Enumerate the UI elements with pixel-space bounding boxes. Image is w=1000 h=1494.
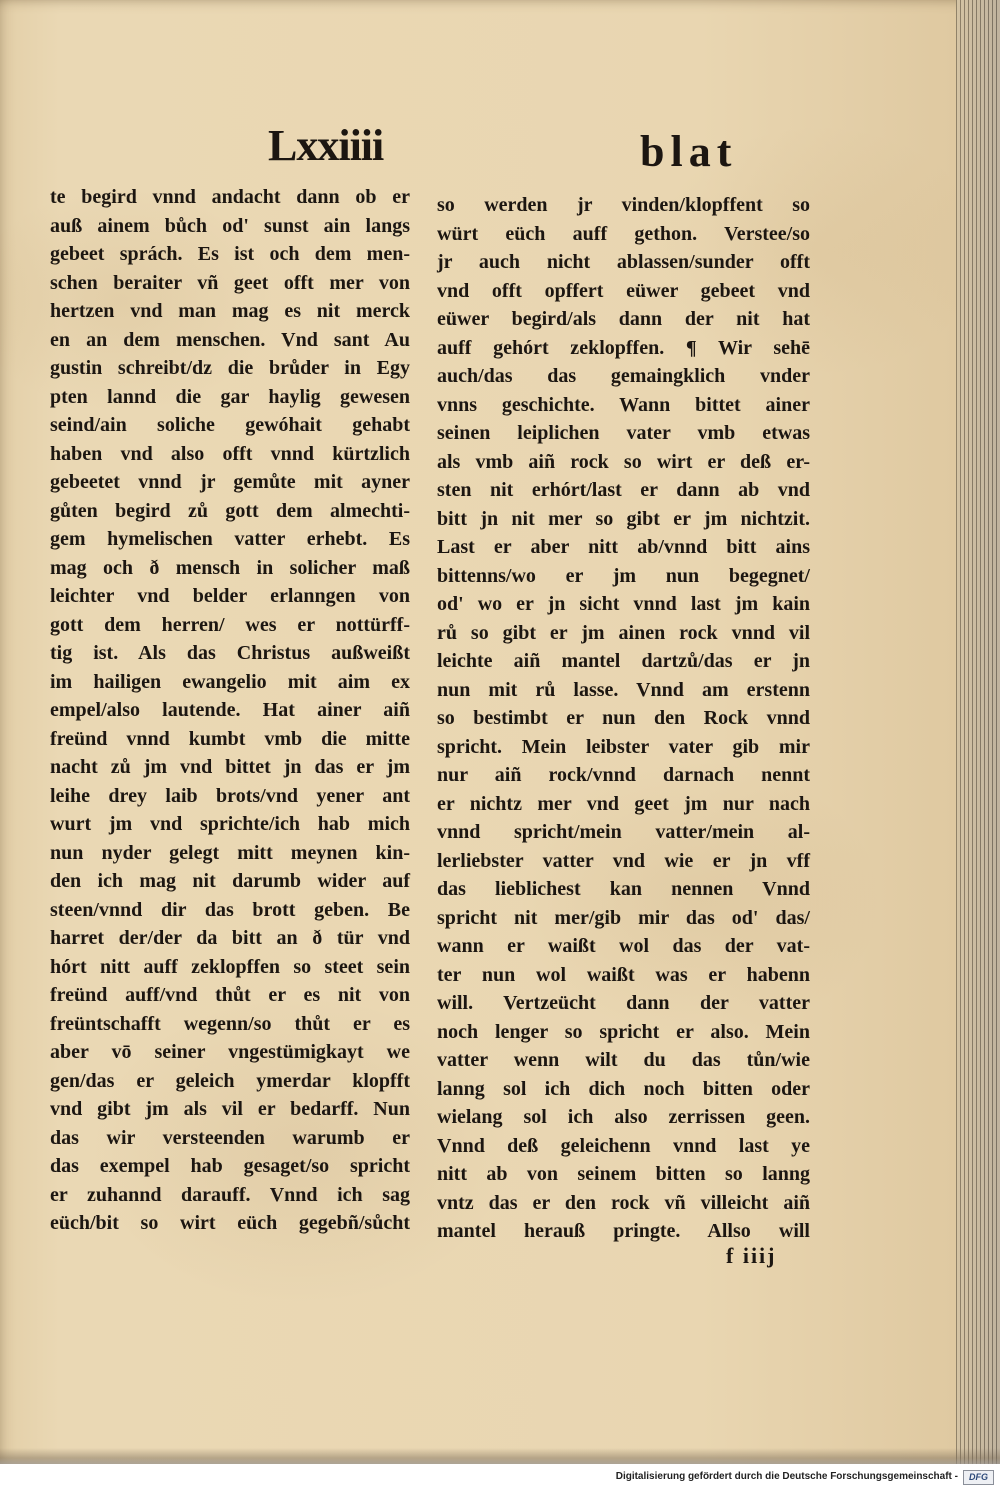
left-column: [50, 183, 410, 1238]
left-column-line: seind/ain soliche gewóhait gehabt: [50, 414, 410, 436]
left-column-line: gebeet sprách. Es ist och dem men-: [50, 243, 410, 265]
right-column-line: so bestimbt er nun den Rock vnnd: [437, 707, 810, 729]
right-column-line: od' wo er jn sicht vnnd last jm kain: [437, 593, 810, 615]
right-column-line: rů so gibt er jm ainen rock vnnd vil: [437, 621, 810, 644]
right-column-line: will. Vertzeücht dann der vatter: [437, 992, 810, 1014]
left-column-line: leihe drey laib brots/vnd yener ant: [50, 784, 410, 807]
right-column-line: vntz das er den rock vñ villeicht aiñ: [437, 1191, 810, 1214]
page-edges: [956, 0, 1000, 1464]
right-column-line: vnnd spricht/mein vatter/mein al-: [437, 821, 810, 843]
right-column-line: bitt jn nit mer so gibt er jm nichtzit.: [437, 507, 810, 530]
right-column-line: lanng sol ich dich noch bitten oder: [437, 1077, 810, 1100]
right-column-line: lerliebster vatter vnd wie er jn vff: [437, 849, 810, 872]
left-column-line: freünd vnnd kumbt vmb die mitte: [50, 727, 410, 750]
right-column-line: vnd offt opffert eüwer gebeet vnd: [437, 279, 810, 302]
left-column-line: gott dem herren/ wes er nottürff-: [50, 613, 410, 636]
left-column-line: gebeetet vnnd jr gemůte mit ayner: [50, 471, 410, 493]
left-column-line: vnd gibt jm als vil er bedarff. Nun: [50, 1098, 410, 1120]
right-column-line: leichte aiñ mantel dartzů/das er jn: [437, 650, 810, 672]
left-column-line: hórt nitt auff zeklopffen so steet sein: [50, 955, 410, 978]
left-column-line: steen/vnnd dir das brott geben. Be: [50, 898, 410, 921]
right-column-line: Vnnd deß geleichenn vnnd last ye: [437, 1134, 810, 1157]
page-bottom-shadow: [0, 1448, 1000, 1464]
left-column-line: tig ist. Als das Christus außweißt: [50, 642, 410, 664]
right-column-line: ter nun wol waißt was er habenn: [437, 963, 810, 986]
right-column-line: das lieblichest kan nennen Vnnd: [437, 878, 810, 900]
left-column-line: gustin schreibt/dz die brůder in Egy: [50, 357, 410, 379]
right-column-line: so werden jr vinden/klopffent so: [437, 194, 810, 216]
right-column-line: wielang sol ich also zerrissen geen.: [437, 1106, 810, 1128]
folio-number: Lxxiiii: [268, 121, 384, 170]
right-column-line: Last er aber nitt ab/vnnd bitt ains: [437, 536, 810, 558]
left-column-line: gen/das er geleich ymerdar klopfft: [50, 1069, 410, 1092]
left-column-line: wurt jm vnd sprichte/ich hab mich: [50, 813, 410, 835]
right-column-line: bittenns/wo er jm nun begegnet/: [437, 564, 810, 587]
left-column-line: eüch/bit so wirt eüch gegebñ/sůcht: [50, 1212, 410, 1234]
right-column-line: vnns geschichte. Wann bittet ainer: [437, 393, 810, 416]
left-column-line: nun nyder gelegt mitt meynen kin-: [50, 841, 410, 864]
right-column-line: auch/das das gemaingklich vnder: [437, 365, 810, 387]
right-column-line: spricht. Mein leibster vater gib mir: [437, 735, 810, 758]
right-column-line: noch lenger so spricht er also. Mein: [437, 1020, 810, 1043]
left-column-line: freünd auff/vnd thůt er es nit von: [50, 984, 410, 1006]
left-column-line: schen beraiter vñ geet offt mer von: [50, 271, 410, 294]
right-column-line: seinen leiplichen vater vmb etwas: [437, 422, 810, 444]
right-column-line: wann er waißt wol das der vat-: [437, 935, 810, 957]
left-column-line: gem hymelischen vatter erhebt. Es: [50, 528, 410, 550]
left-column-line: im hailigen ewangelio mit aim ex: [50, 670, 410, 693]
left-column-line: das exempel hab gesaget/so spricht: [50, 1155, 410, 1177]
right-column-line: er nichtz mer vnd geet jm nur nach: [437, 792, 810, 815]
left-column-line: harret der/der da bitt an ð tür vnd: [50, 927, 410, 949]
right-column-line: nun mit rů lasse. Vnnd am erstenn: [437, 678, 810, 701]
left-column-line: haben vnd also offt vnnd kürtzlich: [50, 442, 410, 465]
right-column-line: auff gehórt zeklopffen. ¶ Wir sehē: [437, 336, 810, 359]
right-column-line: sten nit erhórt/last er dann ab vnd: [437, 479, 810, 501]
left-column-line: nacht zů jm vnd bittet jn das er jm: [50, 756, 410, 778]
right-column-line: spricht nit mer/gib mir das od' das/: [437, 906, 810, 929]
left-column-line: te begird vnnd andacht dann ob er: [50, 186, 410, 208]
dfg-logo: DFG: [963, 1470, 994, 1485]
left-column-line: das wir versteenden warumb er: [50, 1126, 410, 1149]
footer-credit: Digitalisierung gefördert durch die Deutsche Forschungsgemeinschaft -: [615, 1471, 958, 1482]
left-column-line: gůten begird zů gott dem almechti-: [50, 499, 410, 522]
left-column-line: hertzen vnd man mag es nit merck: [50, 300, 410, 322]
left-column-line: en an dem menschen. Vnd sant Au: [50, 328, 410, 351]
right-column-line: vatter wenn wilt du das tůn/wie: [437, 1049, 810, 1071]
left-column-line: er zuhannd darauff. Vnnd ich sag: [50, 1183, 410, 1206]
right-column-line: eüwer begird/als dann der nit hat: [437, 308, 810, 330]
left-column-line: leichter vnd belder erlanngen von: [50, 585, 410, 607]
right-column: [437, 191, 810, 1246]
left-column-line: empel/also lautende. Hat ainer aiñ: [50, 699, 410, 721]
left-column-line: mag och ð mensch in solicher maß: [50, 556, 410, 579]
left-column-line: den ich mag nit darumb wider auf: [50, 870, 410, 892]
left-column-line: aber vō seiner vngestümigkayt we: [50, 1041, 410, 1063]
right-column-line: nur aiñ rock/vnnd darnach nennt: [437, 764, 810, 786]
running-head: blat: [640, 127, 738, 176]
left-column-line: auß ainem bůch od' sunst ain langs: [50, 214, 410, 237]
right-column-line: als vmb aiñ rock so wirt er deß er-: [437, 450, 810, 473]
right-column-line: würt eüch auff gethon. Verstee/so: [437, 222, 810, 245]
left-column-line: freüntschafft wegenn/so thůt er es: [50, 1012, 410, 1035]
signature-mark: f iiij: [726, 1243, 777, 1268]
right-column-line: mantel herauß pringte. Allso will: [437, 1220, 810, 1242]
right-column-line: nitt ab von seinem bitten so lanng: [437, 1163, 810, 1185]
left-column-line: pten lannd die gar haylig gewesen: [50, 385, 410, 408]
right-column-line: jr auch nicht ablassen/sunder offt: [437, 251, 810, 273]
